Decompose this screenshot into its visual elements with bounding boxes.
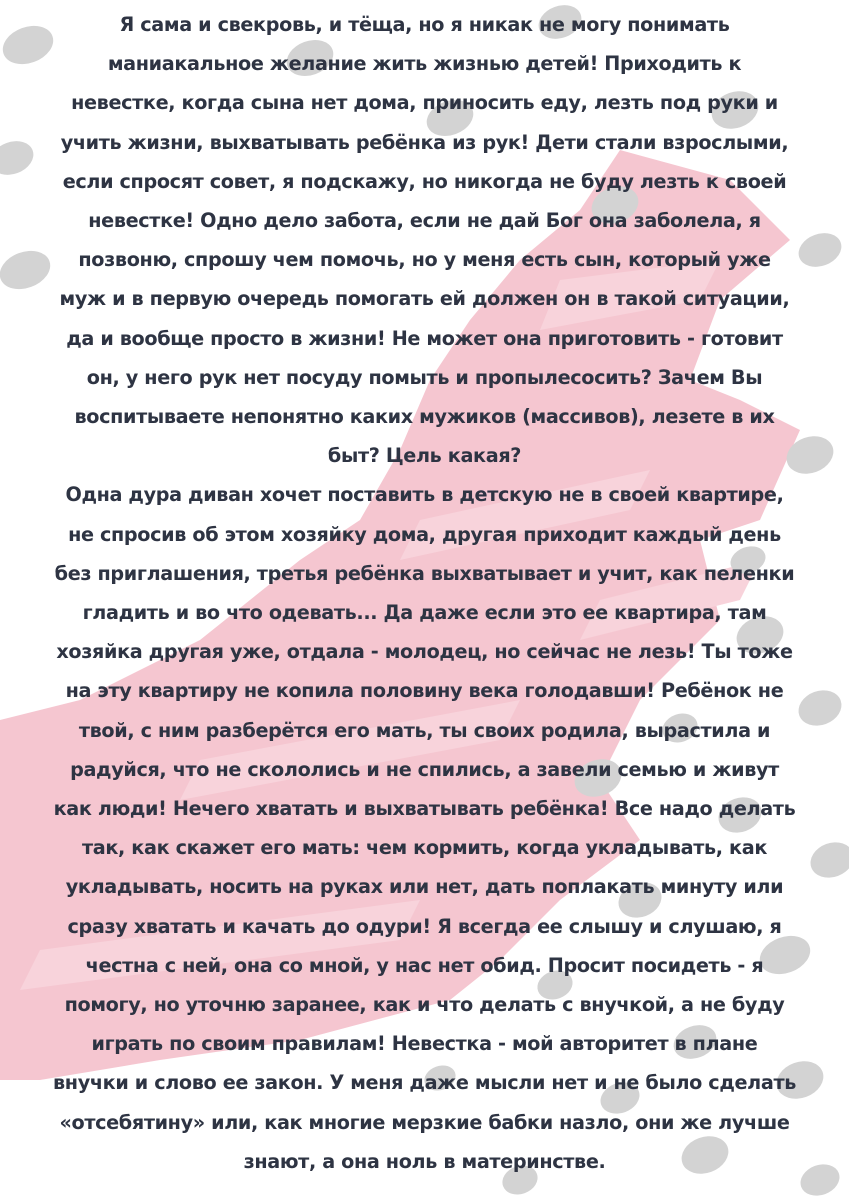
text-line: играть по своим правилам! Невестка - мой авторитет в плане <box>91 1032 758 1056</box>
text-line: Я сама и свекровь, и тёща, но я никак не могу понимать <box>119 13 730 36</box>
text-line: помогу, но уточню заранее, как и что делать с внучкой, а не буду <box>64 993 785 1017</box>
article-text <box>20 5 829 1181</box>
text-line: укладывать, носить на руках или нет, дать поплакать минуту или <box>65 875 784 899</box>
text-line: гладить и во что одевать... Да даже если это ее квартира, там <box>82 601 767 625</box>
text-line: быт? Цель какая? <box>327 444 522 468</box>
text-line: да и вообще просто в жизни! Не может она приготовить - готовит <box>66 326 783 350</box>
text-line: так, как скажет его мать: чем кормить, когда укладывать, как <box>81 836 767 860</box>
text-line: на эту квартиру не копила половину века голодавши! Ребёнок не <box>65 679 784 703</box>
text-line: не спросив об этом хозяйку дома, другая приходит каждый день <box>68 522 781 546</box>
text-line: знают, а она ноль в материнстве. <box>243 1149 606 1173</box>
text-line: маниакальное желание жить жизнью детей! Приходить к <box>107 52 742 76</box>
text-line: внучки и слово ее закон. У меня даже мысли нет и не было сделать <box>53 1071 796 1095</box>
text-line: твой, с ним разберётся его мать, ты своих родила, вырастила и <box>78 718 771 742</box>
text-line: сразу хватать и качать до одури! Я всегда ее слышу и слушаю, я <box>67 914 782 938</box>
text-line: невестке! Одно дело забота, если не дай Бог она заболела, я <box>88 209 761 233</box>
text-line: честна с ней, она со мной, у нас нет обид. Просит посидеть - я <box>85 953 764 977</box>
text-line: Одна дура диван хочет поставить в детскую не в своей квартире, <box>65 483 784 507</box>
text-line: воспитываете непонятно каких мужиков (массивов), лезете в их <box>74 405 775 429</box>
text-line: как люди! Нечего хватать и выхватывать ребёнка! Все надо делать <box>53 797 796 821</box>
text-line: он, у него рук нет посуду помыть и пропылесосить? Зачем Вы <box>86 365 763 389</box>
text-line: если спросят совет, я подскажу, но никогда не буду лезть к своей <box>62 169 787 193</box>
text-line: муж и в первую очередь помогать ей должен он в такой ситуации, <box>59 287 790 311</box>
text-line: учить жизни, выхватывать ребёнка из рук! Дети стали взрослыми, <box>60 130 789 154</box>
text-line: «отсебятину» или, как многие мерзкие бабки назло, они же лучше <box>59 1110 790 1134</box>
text-line: позвоню, спрошу чем помочь, но у меня есть сын, который уже <box>78 248 771 272</box>
text-line: без приглашения, третья ребёнка выхватывает и учит, как пеленки <box>54 561 795 585</box>
text-line: невестке, когда сына нет дома, приносить еду, лезть под руки и <box>71 91 778 115</box>
text-line: хозяйка другая уже, отдала - молодец, но сейчас не лезь! Ты тоже <box>56 640 793 664</box>
text-line: радуйся, что не скололись и не спились, а завели семью и живут <box>70 757 779 781</box>
